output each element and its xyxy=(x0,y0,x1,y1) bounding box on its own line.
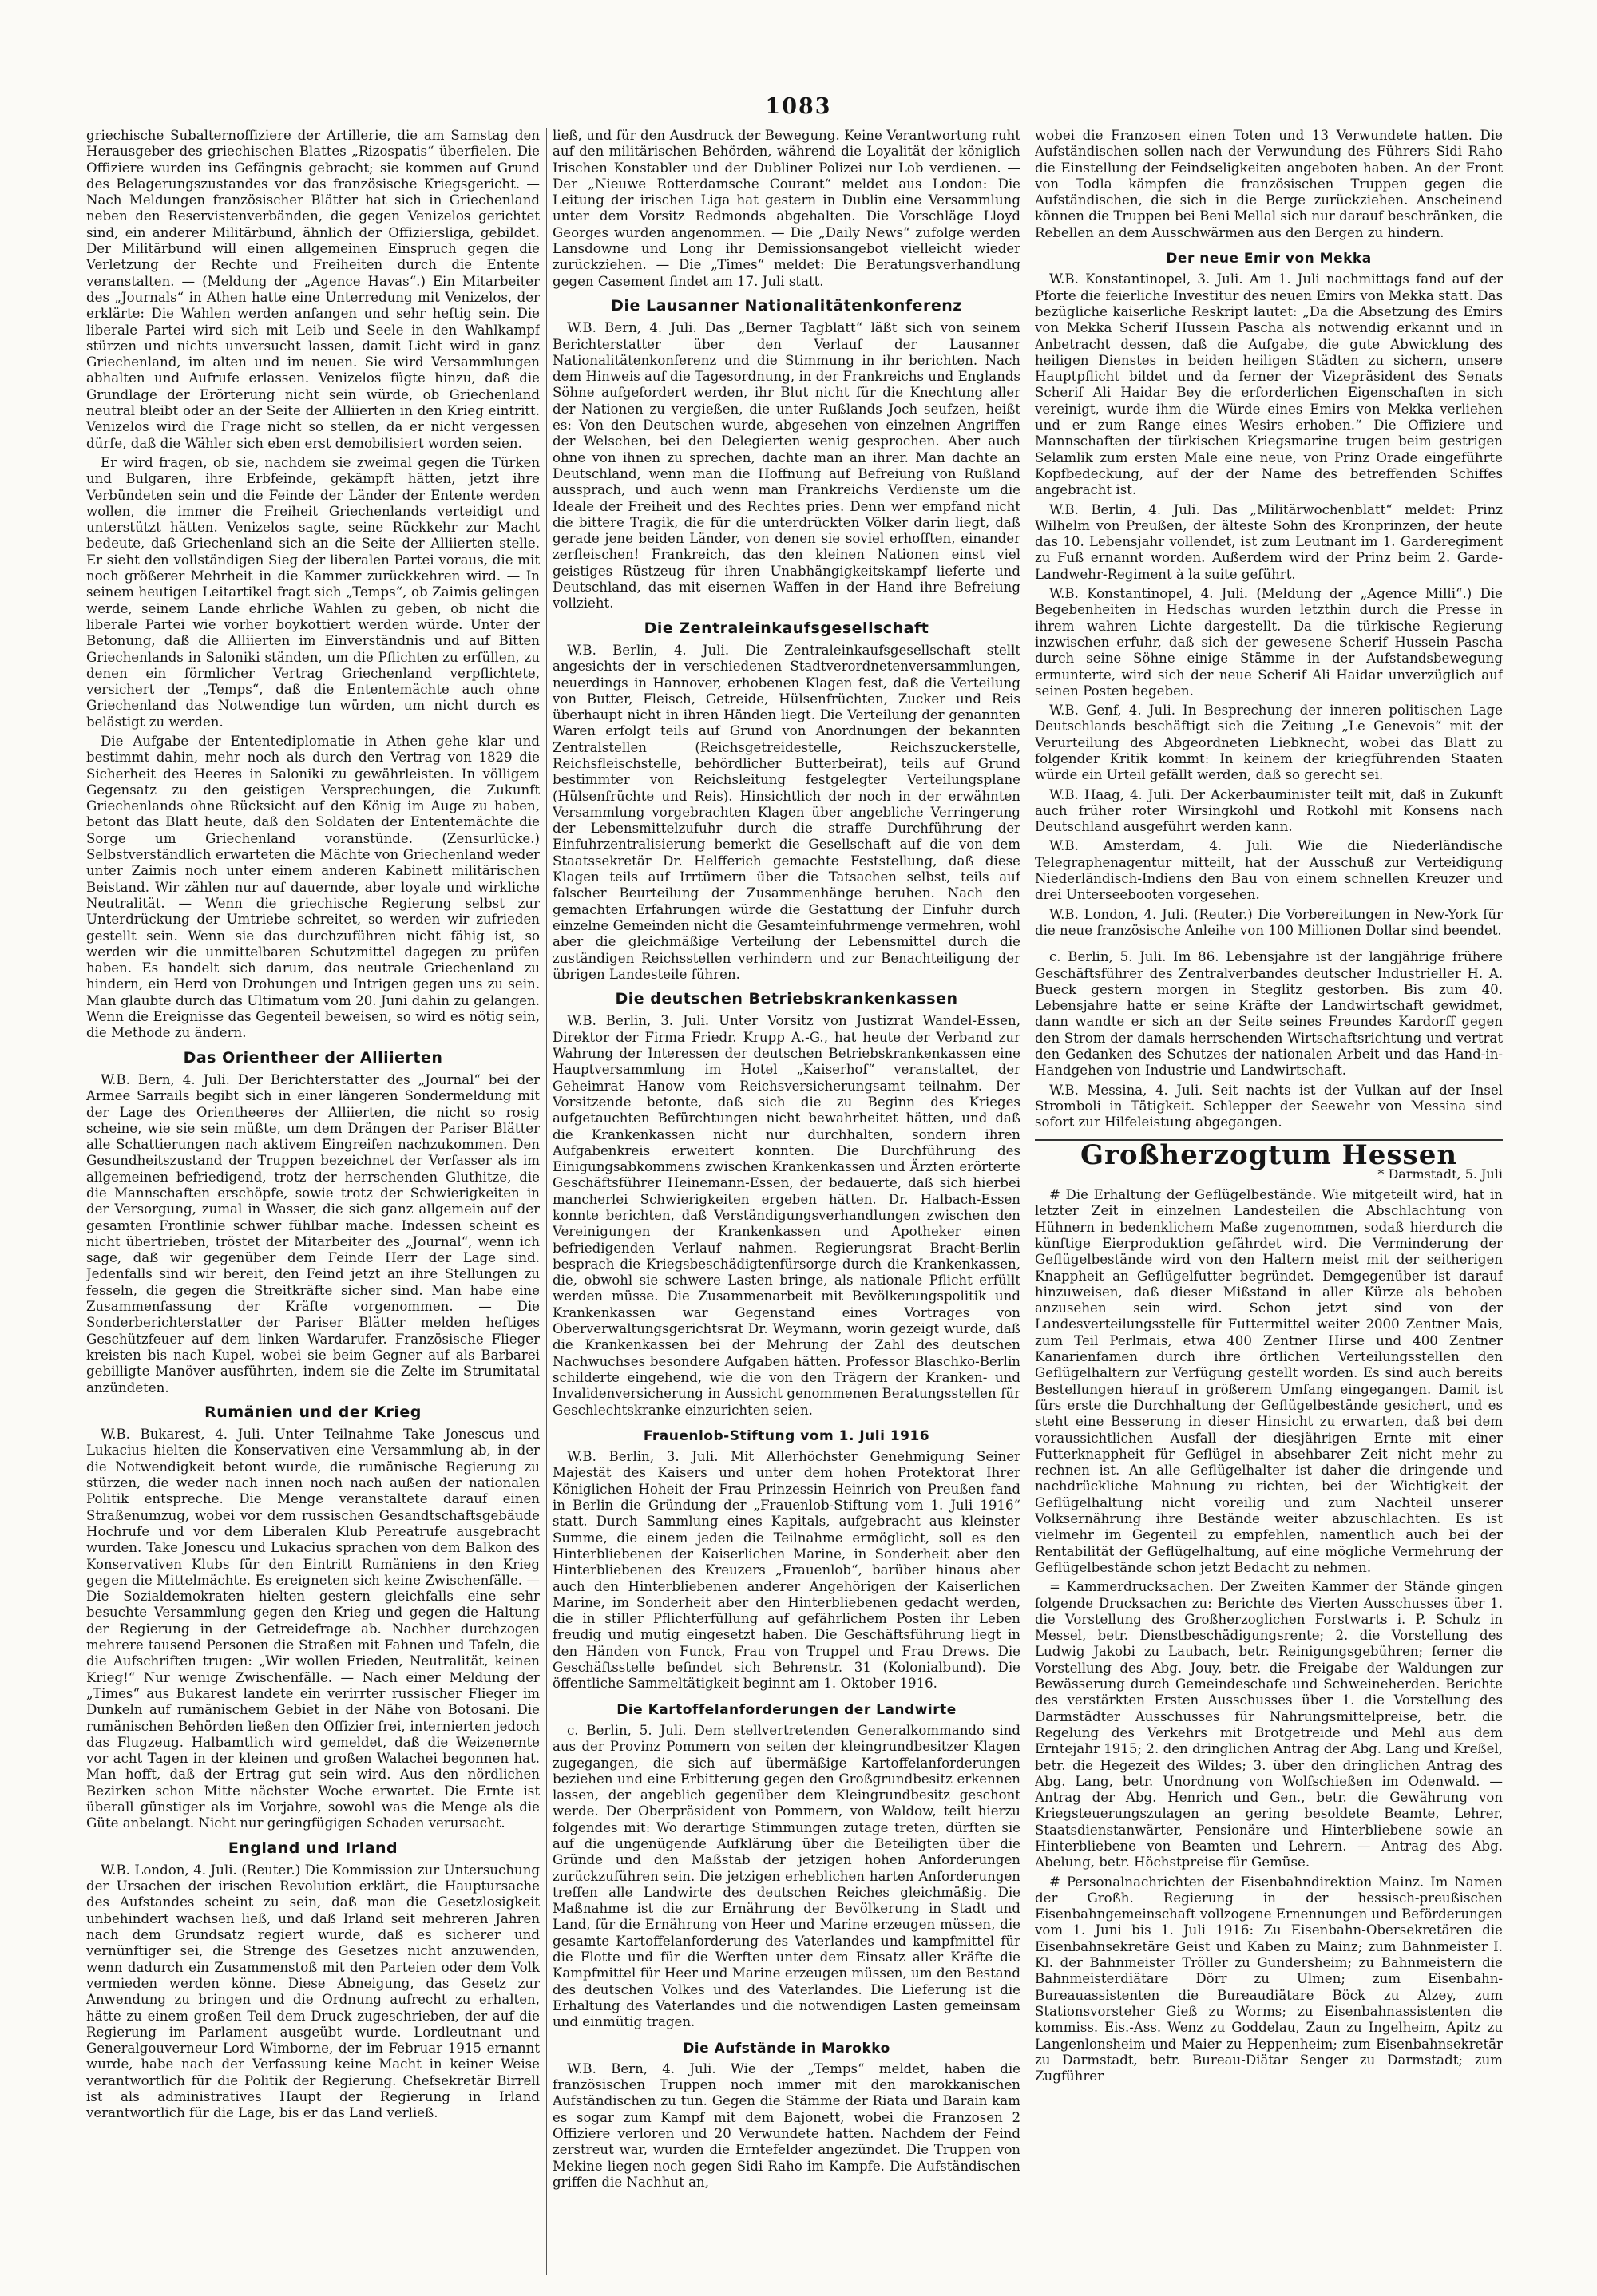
article-paragraph: W.B. Genf, 4. Juli. In Besprechung der inneren politischen Lage Deutschlands beschäftigt sich die Zeitung „Le Genevois“ mit der Verurteilung des Abgeordneten Liebknecht, wobei das Blatt zu folgender Kritik kommt: In keinem der kriegführenden Staaten würde ein Urteil gefällt werden, daß so gerecht sei. xyxy=(1035,703,1503,783)
article-paragraph: W.B. Bern, 4. Juli. Wie der „Temps“ meldet, haben die französischen Truppen noch immer mit den marokkanischen Aufständischen zu tun. Gegen die Stämme der Riata und Barain kam es sogar zum Kampf mit dem Bajonett, wobei die Franzosen 2 Offiziere verloren und 20 Verwundete hatten. Nachdem der Feind zerstreut war, wurden die Erntefelder angezündet. Die Truppen von Mekine liegen noch gegen Sidi Raho im Kampfe. Die Aufständischen griffen die Nachhut an, xyxy=(553,2060,1020,2190)
article-paragraph: = Kammerdrucksachen. Der Zweiten Kammer der Stände gingen folgende Drucksachen zu: Berichte des Vierten Ausschusses über 1. die Vorstellung des Großherzoglichen Forstwarts i. P. Schulz in Messel, betr. Dienstbeschädigungsrente; 2. die Vorstellung des Ludwig Jakobi zu Laubach, betr. Reinigungsgebühren; ferner die Vorstellung des Abg. Jouy, betr. die Freigabe der Waldungen zur Bewässerung durch Gemeindeschafe und Schweineherden. Berichte des verstärkten Ersten Ausschusses über 1. die Vorstellung des Darmstädter Ausschusses für Nahrungsmittelpreise, betr. die Regelung des Verkehrs mit Brotgetreide und Mehl aus dem Erntejahr 1915; 2. den dringlichen Antrag der Abg. Lang und Kreßel, betr. die Hegezeit des Wildes; 3. über den dringlichen Antrag des Abg. Lang, betr. Unordnung von Wolfschießen im Odenwald. — Antrag der Abg. Henrich und Gen., betr. die Gewährung von Kriegsteuerungszulagen an gering besoldete Beamte, Lehrer, Staatsdienstanwärter, Pensionäre und Hinterbliebene sowie an Hinterbliebene von Beamten und Lehrern. — Antrag des Abg. Abelung, betr. Höchstpreise für Gemüse. xyxy=(1035,1579,1503,1870)
article-heading: Die Aufstände in Marokko xyxy=(683,2040,890,2057)
dateline: * Darmstadt, 5. Juli xyxy=(1377,1166,1503,1182)
article-paragraph: W.B. Bukarest, 4. Juli. Unter Teilnahme Take Jonescus und Lukacius hielten die Konservativen eine Versammlung ab, in der die Notwendigkeit betont wurde, die rumänische Regierung zu stürzen, die weder nach innen noch nach außen der nationalen Politik entspreche. Die Menge veranstaltete darauf einen Straßenumzug, wobei vor dem russischen Gesandtschaftsgebäude Hochrufe und vor dem Liberalen Klub Pereatrufe ausgebracht wurden. Take Jonescu und Lukacius sprachen von dem Balkon des Konservativen Klubs für den Eintritt Rumäniens in den Krieg gegen die Mittelmächte. Es ereigneten sich keine Zwischenfälle. — Die Sozialdemokraten hielten gestern gleichfalls eine sehr besuchte Versammlung gegen den Krieg und gegen die Haltung der Regierung in der Getreidefrage ab. Nachher durchzogen mehrere tausend Personen die Straßen mit Fahnen und Tafeln, die die Aufschriften trugen: „Wir wollen Frieden, Neutralität, keinen Krieg!“ Nur wenige Zwischenfälle. — Nach einer Meldung der „Times“ aus Bukarest landete ein verirrter russischer Flieger im Dunkeln auf rumänischem Gebiet in der Nähe von Botosani. Die rumänischen Behörden ließen den Offizier frei, internierten jedoch das Flugzeug. Halbamtlich wird gemeldet, daß die Weizenernte vor acht Tagen in der kleinen und großen Walachei begonnen hat. Man hofft, daß der Ertrag gut sein wird. Aus den nördlichen Bezirken schon Mitte nächster Woche erwartet. Die Ernte ist überall günstiger als im Vorjahre, sowohl was die Menge als die Güte anbelangt. Nicht nur geringfügigen Schaden verursacht. xyxy=(86,1427,540,1831)
article-heading: Die Zentraleinkaufsgesellschaft xyxy=(644,619,929,637)
article-heading: Das Orientheer der Alliierten xyxy=(183,1048,443,1067)
article-heading: Die deutschen Betriebskrankenkassen xyxy=(615,990,958,1008)
article-paragraph: W.B. Bern, 4. Juli. Der Berichterstatter des „Journal“ bei der Armee Sarrails begibt sich in einer längeren Sondermeldung mit der Lage des Orientheeres der Alliierten, die nicht so rosig scheine, wie sie sein müßte, um dem Drängen der Pariser Blätter alle Schattierungen nach aktivem Eingreifen nachzukommen. Den Gesundheitszustand der Truppen bezeichnet der Verfasser als im allgemeinen befriedigend, trotz der herrschenden Gluthitze, die die Mannschaften erschöpfe, sowie trotz der Schwierigkeiten in der Versorgung, zumal in Wasser, die sich ganz allgemein auf der gesamten Frontlinie schwer fühlbar mache. Indessen scheint es nicht übertrieben, tröstet der Mitarbeiter des „Journal“, wenn ich sage, daß wir gegenüber dem Feinde Herr der Lage sind. Jedenfalls sind wir bereit, den Feind jetzt an ihre Stellungen zu fesseln, die gegen die Streitkräfte sicher sind. Man habe eine Zusammenfassung der Kräfte vorgenommen. — Die Sonderberichterstatter der Pariser Blätter melden heftiges Geschützfeuer auf dem linken Wardarufer. Französische Flieger kreisten bis nach Kupel, wobei sie beim Gegner auf als Barbarei gebilligte Manöver ausführten, indem sie die Zelte im Strumitatal anzündeten. xyxy=(86,1071,540,1395)
article-paragraph: W.B. Amsterdam, 4. Juli. Wie die Niederländische Telegraphenagentur mitteilt, hat der Ausschuß zur Verteidigung Niederländisch-Indiens den Bau von einem schnellen Kreuzer und drei Unterseebooten vorgesehen. xyxy=(1035,838,1503,903)
page-number: 1083 xyxy=(765,94,832,119)
article-paragraph: # Personalnachrichten der Eisenbahndirektion Mainz. Im Namen der Großh. Regierung in der hessisch-preußischen Eisenbahngemeinschaft vollzogene Ernennungen und Beförderungen vom 1. Juni bis 1. Juli 1916: Zu Eisenbahn-Obersekretären die Eisenbahnsekretäre Geist und Kaben zu Mainz; zum Bahnmeister I. Kl. der Bahnmeister Tröller zu Gundersheim; zu Bahnmeistern die Bahnmeisterdiätare Dörr zu Ulmen; zum Eisenbahn-Bureauassistenten die Bureaudiätare Böck zu Alzey, zum Stationsvorsteher Gieß zu Worms; zu Eisenbahnassistenten die kommiss. Eis.-Ass. Wenz zu Goddelau, Zaun zu Ingelheim, Apitz zu Langenlonsheim und Maier zu Heppenheim; zum Eisenbahnsekretär zu Darmstadt, betr. Bureau-Diätar Senger zu Darmstadt; zum Zugführer xyxy=(1035,1874,1503,2084)
article-paragraph: W.B. Berlin, 3. Juli. Unter Vorsitz von Justizrat Wandel-Essen, Direktor der Firma Friedr. Krupp A.-G., hat heute der Verband zur Wahrung der Interessen der deutschen Betriebskrankenkassen eine Hauptversammlung im Hotel „Kaiserhof“ veranstaltet, der Geheimrat Hanow vom Reichsversicherungsamt teilnahm. Der Vorsitzende betonte, daß sich die zu Beginn des Krieges aufgetauchten Befürchtungen nicht bewahrheitet hätten, und daß die Krankenkassen nicht nur durchhalten, sondern ihren Aufgabenkreis erweitert konnten. Die Durchführung des Einigungsabkommens zwischen Krankenkassen und Ärzten erörterte Geschäftsführer Heinemann-Essen, der bedauerte, daß sich hierbei mancherlei Schwierigkeiten ergeben hätten. Dr. Halbach-Essen konnte berichten, daß Verständigungsverhandlungen zwischen den Vereinigungen der Krankenkassen und Apotheker einen befriedigenden Verlauf nahmen. Regierungsrat Bracht-Berlin besprach die Kriegsbeschädigtenfürsorge durch die Krankenkassen, die, obwohl sie schwere Lasten bringe, als nationale Pflicht erfüllt werden müsse. Die Zusammenarbeit mit Bevölkerungspolitik und Krankenkassen war Gegenstand eines Vortrages von Oberverwaltungsgerichtsrat Dr. Weymann, worin gezeigt wurde, daß die Krankenkassen bei der Mehrung der Zahl des deutschen Nachwuchses besondere Aufgaben hätten. Professor Blaschko-Berlin schilderte eingehend, wie die von den Trägern der Kranken- und Invalidenversicherung in Aussicht genommenen Beratungsstellen für Geschlechtskranke einzurichten seien. xyxy=(553,1013,1020,1418)
article-paragraph: W.B. Messina, 4. Juli. Seit nachts ist der Vulkan auf der Insel Stromboli in Tätigkeit. Schlepper der Seewehr von Messina sind sofort zur Hilfeleistung abgegangen. xyxy=(1035,1082,1503,1130)
article-paragraph: c. Berlin, 5. Juli. Im 86. Lebensjahre ist der langjährige frühere Geschäftsführer des Zentralverbandes deutscher Industrieller H. A. Bueck gestern morgen in Steglitz gestorben. Bis zum 40. Lebensjahre hatte er seine Kräfte der Landwirtschaft gewidmet, dann wandte er sich an der Seite seines Freundes Kardorff gegen den Strom der damals herrschenden Wirtschaftsrichtung und vertrat den Gedanken des Schutzes der nationalen Arbeit und das Hand-in-Handgehen von Industrie und Landwirtschaft. xyxy=(1035,949,1503,1079)
article-paragraph: griechische Subalternoffiziere der Artillerie, die am Samstag den Herausgeber des griechischen Blattes „Rizospatis“ überfielen. Die Offiziere wurden ins Gefängnis gebracht; sie kommen auf Grund des Belagerungszustandes vor das französische Kriegsgericht. — Nach Meldungen französischer Blätter hat sich in Griechenland neben den Reservistenverbänden, die gegen Venizelos gerichtet sind, ein anderer Militärbund, ähnlich der Offiziersliga, gebildet. Der Militärbund will einen allgemeinen Einspruch gegen die Verletzung der Rechte und Freiheiten durch die Entente veranstalten. — (Meldung der „Agence Havas“.) Ein Mitarbeiter des „Journals“ in Athen hatte eine Unterredung mit Venizelos, der erklärte: Die Wahlen werden anfangen und sehr heftig sein. Die liberale Partei wird sich mit Leib und Seele in den Wahlkampf stürzen und nichts unversucht lassen, damit Licht wird in ganz Griechenland, im alten und im neuen. Sie wird Versammlungen abhalten und Aufrufe erlassen. Venizelos fügte hinzu, daß die Grundlage der Erörterung nicht sein würde, ob Griechenland neutral bleibt oder an der Seite der Alliierten in den Krieg eintritt. Venizelos wird die Frage nicht so stellen, da er nicht vergessen dürfe, daß die Wähler sich eben erst demobilisiert worden seien. xyxy=(86,128,540,451)
column-2 xyxy=(553,128,1020,2283)
article-paragraph: Er wird fragen, ob sie, nachdem sie zweimal gegen die Türken und Bulgaren, ihre Erbfeinde, gekämpft hätten, jetzt ihre Verbündeten sein und die Feinde der Länder der Entente werden wollen, die immer die Freiheit Griechenlands verteidigt und unterstützt hätten. Venizelos sagte, seine Rückkehr zur Macht bedeute, daß Griechenland sich an die Seite der Alliierten stelle. Er sieht den vollständigen Sieg der liberalen Partei voraus, die mit noch größerer Mehrheit in die Kammer zurückkehren wird. — In seinem heutigen Leitartikel fragt sich „Temps“, ob Zaimis gelingen werde, seinem Lande ehrliche Wahlen zu geben, ob nicht die liberale Partei wie vorher boykottiert werden würde. Unter der Betonung, daß die Alliierten im Einverständnis und auf Bitten Griechenlands in Saloniki ständen, um die Pflichten zu erfüllen, zu denen ein förmlicher Vertrag Griechenland verpflichtete, versichert der „Temps“, daß die Ententemächte auch ohne Griechenland das Notwendige tun würden, um nicht durch es belästigt zu werden. xyxy=(86,454,540,730)
article-paragraph: W.B. London, 4. Juli. (Reuter.) Die Kommission zur Untersuchung der Ursachen der irischen Revolution erklärt, die Hauptursache des Aufstandes scheint zu sein, daß man die Gesetzlosigkeit unbehindert wachsen ließ, und daß Irland seit mehreren Jahren nach dem Grundsatz regiert wurde, daß es sicherer und vernünftiger sei, die Strenge des Gesetzes nicht anzuwenden, wenn dadurch ein Zusammenstoß mit den Parteien oder dem Volk vermieden werden könne. Diese Abneigung, das Gesetz zur Anwendung zu bringen und die Ordnung aufrecht zu erhalten, hätte zu einem großen Teil dem Druck zugeschrieben, der auf die Regierung im Parlament ausgeübt wurde. Lordleutnant und Generalgouverneur Lord Wimborne, der im Februar 1915 ernannt wurde, habe nach der Verfassung keine Macht in keiner Weise verantwortlich für die Politik der Regierung. Chefsekretär Birrell ist als administratives Haupt der Regierung in Irland verantwortlich für die Lage, bis er das Land verließ. xyxy=(86,1862,540,2121)
article-heading: Die Kartoffelanforderungen der Landwirte xyxy=(616,1701,957,1718)
article-heading: England und Irland xyxy=(228,1839,398,1857)
article-paragraph: W.B. Konstantinopel, 4. Juli. (Meldung der „Agence Milli“.) Die Begebenheiten in Hedschas wurden letzthin durch die Presse in ihrem wahren Lichte dargestellt. Da die türkische Regierung inzwischen erfuhr, daß sich der gewesene Scherif Hussein Pascha durch seine Söhne einige Stämme in der Aufstandsbewegung ermunterte, wird sich der neue Scherif Ali Haidar unverzüglich auf seinen Posten begeben. xyxy=(1035,586,1503,699)
column-divider xyxy=(546,128,547,2275)
article-paragraph: # Die Erhaltung der Geflügelbestände. Wie mitgeteilt wird, hat in letzter Zeit in einzelnen Landesteilen die Abschlachtung von Hühnern in bedenklichem Maße zugenommen, sodaß hierdurch die künftige Eierproduktion gefährdet wird. Die Verminderung der Geflügelbestände wird von den Haltern meist mit der seitherigen Knappheit an Geflügelfutter begründet. Demgegenüber ist darauf hinzuweisen, daß dieser Mißstand in aller Kürze als behoben anzusehen sein wird. Schon jetzt sind von der Landesverteilungsstelle für Futtermittel weiter 2000 Zentner Mais, zum Teil Perlmais, etwa 400 Zentner Hirse und 400 Zentner Kanarienfamen durch ihre örtlichen Verteilungsstellen den Geflügelhaltern zur Verfügung gestellt worden. Es sind auch bereits Bestellungen hierauf in größerem Umfang eingegangen. Damit ist fürs erste die Durchhaltung der Geflügelbestände gesichert, und es steht eine Besserung in dieser Hinsicht zu erwarten, daß bei dem voraussichtlichen Ausfall der diesjährigen Ernte mit einer Futterknappheit für Geflügel in absehbarer Zeit nicht mehr zu rechnen ist. An alle Geflügelhalter ist daher die dringende und nachdrückliche Mahnung zu richten, bei der Wichtigkeit der Geflügelhaltung nicht voreilig und zum Nachteil unserer Volksernährung ihre Bestände weiter abzuschlachten. Es ist vielmehr im Gegenteil zu empfehlen, namentlich auch bei der Rentabilität der Geflügelhaltung, auf eine mögliche Vermehrung der Geflügelbestände schon jetzt Bedacht zu nehmen. xyxy=(1035,1187,1503,1575)
article-paragraph: W.B. Berlin, 3. Juli. Mit Allerhöchster Genehmigung Seiner Majestät des Kaisers und unter dem hohen Protektorat Ihrer Königlichen Hoheit der Frau Prinzessin Heinrich von Preußen fand in Berlin die Gründung der „Frauenlob-Stiftung vom 1. Juli 1916“ statt. Durch Sammlung eines Kapitals, aufgebracht aus kleinster Summe, die einem jeden die Teilnahme ermöglicht, soll es den Hinterbliebenen der Kaiserlichen Marine, in Sonderheit aber den Hinterbliebenen des Kreuzers „Frauenlob“, barüber hinaus aber auch den Hinterbliebenen anderer Angehörigen der Kaiserlichen Marine, im Sonderheit aber den Hinterbliebenen gedacht werden, die in stiller Pflichterfüllung auf gefährlichem Posten ihr Leben freudig und mutig eingesetzt haben. Die Geschäftsführung liegt in den Händen von Funck, Frau von Truppel und Frau Drews. Die Geschäftsstelle befindet sich Behrenstr. 31 (Kolonialbund). Die öffentliche Sammeltätigkeit beginnt am 1. Oktober 1916. xyxy=(553,1449,1020,1692)
article-paragraph: ließ, und für den Ausdruck der Bewegung. Keine Verantwortung ruht auf den militärischen Behörden, während die Loyalität der königlich Irischen Konstabler und der Dubliner Polizei nur Lob verdienen. — Der „Nieuwe Rotterdamsche Courant“ meldet aus London: Die Leitung der irischen Liga hat gestern in Dublin eine Versammlung unter dem Vorsitz Redmonds abgehalten. Die Vorschläge Lloyd Georges wurden angenommen. — Die „Daily News“ zufolge werden Lansdowne und Long ihr Demissionsangebot vielleicht wieder zurückziehen. — Die „Times“ meldet: Die Beratungsverhandlung gegen Casement findet am 17. Juli statt. xyxy=(553,128,1020,289)
article-paragraph: c. Berlin, 5. Juli. Dem stellvertretenden Generalkommando sind aus der Provinz Pommern von seiten der kleingrundbesitzer Klagen zugegangen, die sich auf übermäßige Kartoffelanforderungen beziehen und eine Erbitterung gegen den Großgrundbesitz erkennen lassen, der angeblich gegenüber dem Kleingrundbesitz geschont werde. Der Oberpräsident von Pommern, von Waldow, teilt hierzu folgendes mit: Wo derartige Stimmungen zutage treten, dürften sie auf die ungenügende Aufklärung über die Beteiligten über die Gründe und den Maßstab der jetzigen hohen Anforderungen zurückzuführen sein. Die jetzigen erheblichen harten Anforderungen treffen alle Landwirte des deutschen Reiches gleichmäßig. Die Maßnahme ist die zur Ernährung der Bevölkerung in Stadt und Land, für die Ernährung von Heer und Marine erzeugen müssen, die gesamte Kartoffelanforderung des Vaterlandes und kampfmittel für die Flotte und für die Werften unter dem Einsatz aller Kräfte die Kampfmittel für Heer und Marine erzeugen müssen, um den Bestand des deutschen Volkes und des Vaterlandes. Die Lieferung ist die Erhaltung des Vaterlandes und die notwendigen Lasten gemeinsam und einmütig tragen. xyxy=(553,1722,1020,2030)
article-paragraph: W.B. Konstantinopel, 3. Juli. Am 1. Juli nachmittags fand auf der Pforte die feierliche Investitur des neuen Emirs von Mekka statt. Das bezügliche kaiserliche Reskript lautet: „Da die Absetzung des Emirs von Mekka Scherif Hussein Pascha als notwendig erkannt und in Anbetracht dessen, daß die Aufgabe, die gute Abwicklung des heiligen Dienstes in beiden heiligen Städten zu sichern, unsere Hauptpflicht bildet und da ferner der Vizepräsident des Senats Scherif Ali Haidar Bey die erforderlichen Eigenschaften in sich vereinigt, wurde ihm die Würde eines Emirs von Mekka verliehen und er zum Range eines Wesirs erhoben.“ Die Offiziere und Mannschaften der türkischen Kriegsmarine trugen beim gestrigen Selamlik zum ersten Male eine neue, von Prinz Orade eingeführte Kopfbedeckung, auf der der Name des betreffenden Schiffes angebracht ist. xyxy=(1035,271,1503,498)
article-heading: Die Lausanner Nationalitätenkonferenz xyxy=(611,296,962,315)
column-1 xyxy=(86,128,540,2283)
article-paragraph: wobei die Franzosen einen Toten und 13 Verwundete hatten. Die Aufständischen sollen nach der Verwundung des Führers Sidi Raho die Einstellung der Feindseligkeiten angeboten haben. An der Front von Todla kämpfen die französischen Truppen gegen die Aufständischen, die sich in die Berge zurückziehen. Anscheinend können die Truppen bei Beni Mellal sich nur darauf beschränken, die Rebellen an dem Ausschwärmen aus den Bergen zu hindern. xyxy=(1035,128,1503,240)
article-heading: Rumänien und der Krieg xyxy=(204,1403,422,1421)
column-3 xyxy=(1035,128,1503,2283)
article-paragraph: W.B. Haag, 4. Juli. Der Ackerbauminister teilt mit, daß in Zukunft auch früher roter Wirsingkohl und Rotkohl mit Konsens nach Deutschland ausgeführt werden kann. xyxy=(1035,786,1503,835)
article-paragraph: W.B. Berlin, 4. Juli. Das „Militärwochenblatt“ meldet: Prinz Wilhelm von Preußen, der älteste Sohn des Kronprinzen, der heute das 10. Lebensjahr vollendet, ist zum Leutnant im 1. Garderegiment zu Fuß ernannt worden. Außerdem wird der Prinz beim 2. Garde-Landwehr-Regiment à la suite geführt. xyxy=(1035,501,1503,582)
article-paragraph: Die Aufgabe der Ententediplomatie in Athen gehe klar und bestimmt dahin, mehr noch als durch den Vertrag von 1829 die Sicherheit des Heeres in Saloniki zu gewährleisten. In völligem Gegensatz zu den geistigen Versprechungen, die Zukunft Griechenlands ohne Rücksicht auf den König im Auge zu haben, betont das Blatt heute, daß den Soldaten der Ententemächte die Sorge um Griechenland voranstünde. (Zensurlücke.) Selbstverständlich erwarteten die Mächte von Griechenland weder unter Zaimis noch unter einem anderen Kabinett militärischen Beistand. Wir zählen nur auf dauernde, aber loyale und wirkliche Neutralität. — Wenn die griechische Regierung selbst zur Unterdrückung der Umtriebe schreitet, so werden wir zufrieden gestellt sein. Wenn sie das durchzuführen nicht fähig ist, so werden wir die unmittelbaren Schutzmittel dagegen zu prüfen haben. Es handelt sich darum, das neutrale Griechenland zu hindern, ein Herd von Drohungen und Intrigen gegen uns zu sein. Man glaubte durch das Ultimatum vom 20. Juni dahin zu gelangen. Wenn die Ereignisse das Gegenteil beweisen, so wird es nötig sein, die Methode zu ändern. xyxy=(86,733,540,1041)
article-paragraph: W.B. Bern, 4. Juli. Das „Berner Tagblatt“ läßt sich von seinem Berichterstatter über den Verlauf der Lausanner Nationalitätenkonferenz und die Stimmung in ihr berichten. Nach dem Hinweis auf die Tagesordnung, in der Frankreichs und Englands Söhne aufgefordert werden, ihr Blut nicht für die Knechtung aller der Nationen zu vergießen, die unter Rußlands Joch seufzen, heißt es: Von den Deutschen wurde, abgesehen von einzelnen Angriffen der Welschen, bei den Delegierten wenig gesprochen. Aber auch ohne von ihnen zu sprechen, dachte man an ihrer. Man dachte an Deutschland, wenn man die Hoffnung auf Befreiung von Rußland aussprach, und auch wenn man Frankreichs Verdienste um die Ideale der Freiheit und des Rechtes pries. Denn wer empfand nicht die bittere Tragik, die für die unterdrückten Völker darin liegt, daß gerade jene beiden Länder, von denen sie soviel erhofften, einander zerfleischen! Frankreich, das den kleinen Nationen einst viel geistiges Rüstzeug für ihren Unabhängigkeitskampf lieferte und Deutschland, das mit eisernen Waffen in der Hand ihre Befreiung vollzieht. xyxy=(553,320,1020,612)
article-heading: Frauenlob-Stiftung vom 1. Juli 1916 xyxy=(643,1427,930,1444)
article-heading: Der neue Emir von Mekka xyxy=(1166,251,1372,267)
article-paragraph: W.B. London, 4. Juli. (Reuter.) Die Vorbereitungen in New-York für die neue französische Anleihe von 100 Millionen Dollar sind beendet. xyxy=(1035,906,1503,938)
article-paragraph: W.B. Berlin, 4. Juli. Die Zentraleinkaufsgesellschaft stellt angesichts der in verschiedenen Stadtverordnetenversammlungen, neuerdings in Hannover, erhobenen Klagen fest, daß die Verteilung von Butter, Fleisch, Getreide, Hülsenfrüchten, Zucker und Reis überhaupt nicht in ihren Händen liegt. Die Verteilung der genannten Waren erfolgt teils auf Grund von Anordnungen der bekannten Zentralstellen (Reichsgetreidestelle, Reichszuckerstelle, Reichsfleischstelle, behördlicher Butterbeirat), teils auf Grund bestimmter von Reichsleitung festgelegter Verteilungsplane (Hülsenfrüchte und Reis). Hinsichtlich der noch in der erwähnten Versammlung vorgebrachten Klagen über angebliche Verringerung der Lebensmittelzufuhr durch die straffe Durchführung der Einfuhrzentralisierung bemerkt die Gesellschaft auf die von dem Staatssekretär Dr. Helfferich gemachte Feststellung, daß diese Klagen teils auf Irrtümern über die Tatsachen selbst, teils auf falscher Beurteilung der Zusammenhänge beruhen. Nach den gemachten Erfahrungen würde die Gestattung der Einfuhr durch einzelne Gemeinden nicht die Gesamteinfuhrmenge vermehren, wohl aber die gleichmäßige Verteilung der Lebensmittel durch die zuständigen Reichsstellen verhindern und zur Benachteiligung der übrigen Landesteile führen. xyxy=(553,642,1020,982)
section-heading: Großherzogtum Hessen xyxy=(1035,1139,1503,1163)
